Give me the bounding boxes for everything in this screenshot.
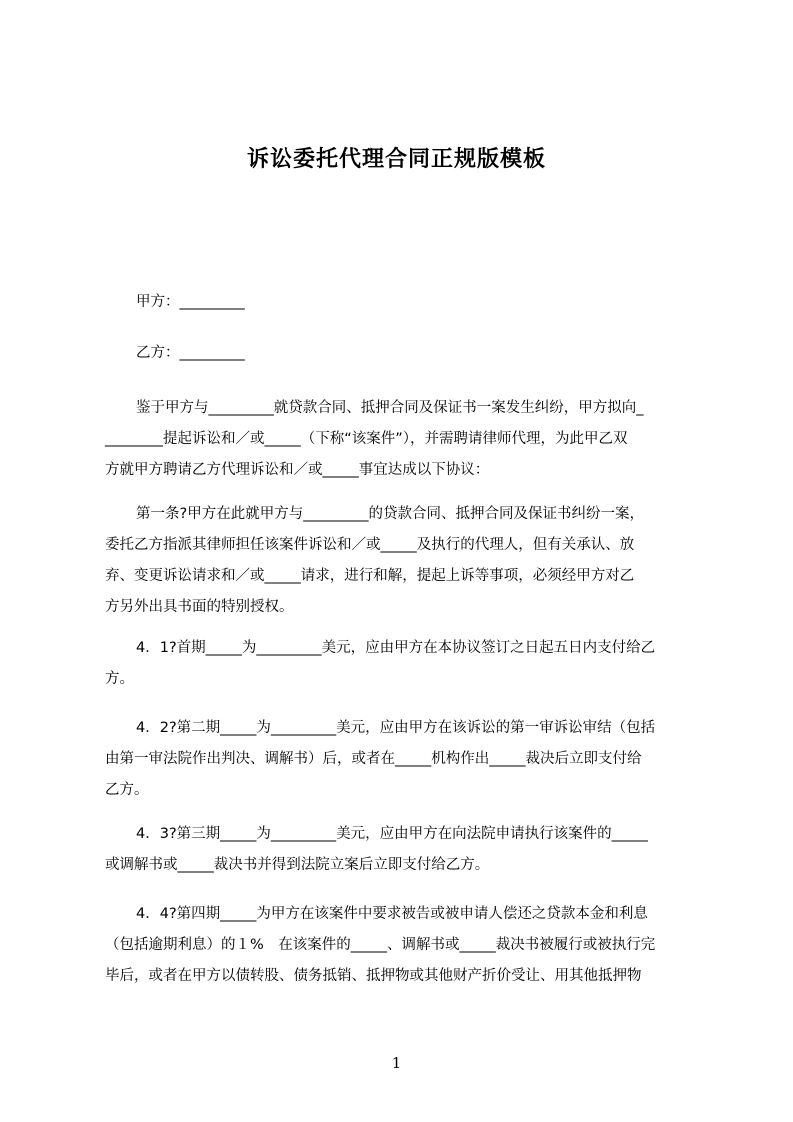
article-1-line: 第一条?甲方在此就甲方与_________的贷款合同、抵押合同及保证书纠纷一案， [136,506,644,522]
clause-4-1-line: 方。 [105,671,134,687]
party-a-line [105,287,701,318]
intro-paragraph [105,393,701,486]
clause-4-4-line: （包括逾期利息）的１% 在该案件的_____、调解书或_____裁决书被履行或被执行完 [105,937,656,953]
clause-4-3-line: 或调解书或_____裁决书并得到法院立案后立即支付给乙方。 [105,857,490,873]
page-number: 1 [391,1054,402,1072]
clause-4-2-line: 乙方。 [105,782,149,798]
clause-4-1-paragraph [105,633,701,695]
clause-4-3-paragraph [105,819,701,881]
party-b-text: 乙方：_________ [136,345,245,361]
intro-line: 方就甲方聘请乙方代理诉讼和／或_____事宜达成以下协议： [105,462,490,478]
clause-4-2-line: 4．2?第二期_____为_________美元，应由甲方在该诉讼的第一审诉讼审结（包括 [136,720,656,736]
intro-line: 鉴于甲方与_________就贷款合同、抵押合同及保证书一案发生纠纷，甲方拟向_ [136,400,644,416]
article-1-line: 弃、变更诉讼请求和／或_____请求，进行和解，提起上诉等事项，必须经甲方对乙 [105,568,635,584]
clause-4-2-line: 由第一审法院作出判决、调解书）后，或者在_____机构作出_____裁决后立即支付给 [105,751,642,767]
intro-line: ________提起诉讼和／或_____（下称“该案件”），并需聘请律师代理，为此甲乙双 [105,431,628,447]
document-title: 诉讼委托代理合同正规版模板 [246,147,546,172]
clause-4-4-paragraph [105,899,701,992]
article-1-line: 委托乙方指派其律师担任该案件诉讼和／或_____及执行的代理人，但有关承认、放 [105,537,635,553]
clause-4-4-line: 4．4?第四期_____为甲方在该案件中要求被告或被申请人偿还之贷款本金和利息 [136,906,648,922]
clause-4-3-line: 4．3?第三期_____为_________美元，应由甲方在向法院申请执行该案件的_____ [136,826,648,842]
article-1-line: 方另外出具书面的特别授权。 [105,599,294,615]
party-b-line [105,338,701,369]
article-1-paragraph [105,499,701,623]
party-a-text: 甲方：_________ [136,294,245,310]
clause-4-2-paragraph [105,713,701,806]
clause-4-4-line: 毕后，或者在甲方以债转股、债务抵销、抵押物或其他财产折价受让、用其他抵押物 [105,968,642,984]
clause-4-1-line: 4．1?首期_____为_________美元，应由甲方在本协议签订之日起五日内支付给乙 [136,640,656,656]
